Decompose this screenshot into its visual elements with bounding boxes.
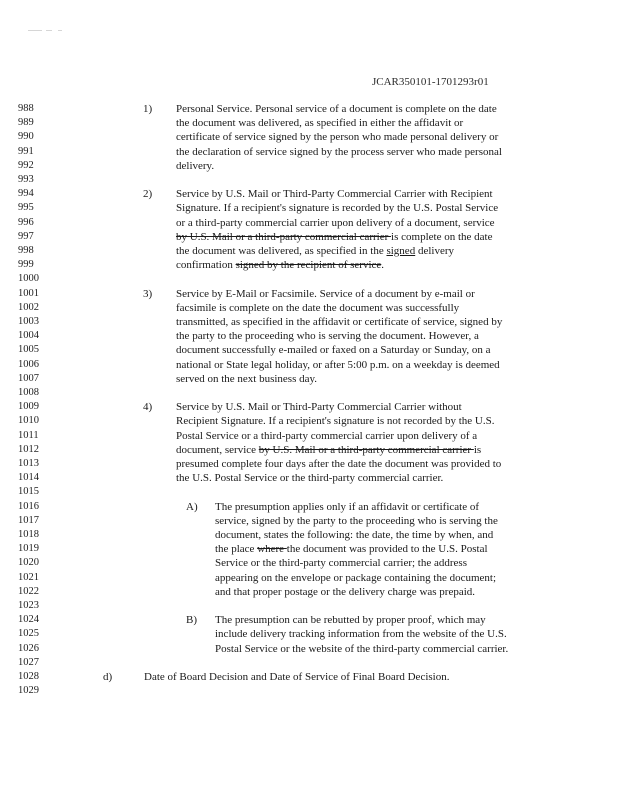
text-segment: document successfully e-mailed or faxed on a Saturday or Sunday, on a bbox=[176, 344, 491, 357]
line-number: 1026 bbox=[18, 642, 39, 654]
text-segment: service, signed by the party to the proceeding who is serving the bbox=[215, 514, 498, 527]
line-number: 996 bbox=[18, 216, 34, 228]
line-number: 1023 bbox=[18, 600, 39, 611]
document-line bbox=[0, 343, 600, 357]
line-text bbox=[215, 585, 475, 599]
text-segment: include delivery tracking information from the website of the U.S. bbox=[215, 628, 507, 641]
struck-text: by U.S. Mail or a third-party commercial carrier bbox=[176, 230, 392, 243]
line-text bbox=[215, 500, 479, 514]
document-line bbox=[0, 372, 600, 386]
document-line bbox=[0, 670, 600, 684]
text-segment: is bbox=[473, 443, 482, 456]
line-number: 998 bbox=[18, 245, 34, 256]
line-number: 1014 bbox=[18, 472, 39, 484]
line-text bbox=[176, 429, 477, 443]
text-segment: and that proper postage or the delivery charge was prepaid. bbox=[215, 585, 476, 598]
text-segment: the party to the proceeding who is serving the document. However, a bbox=[176, 330, 479, 343]
text-segment: Service by E-Mail or Facsimile. Service of a document by e-mail or bbox=[176, 287, 475, 300]
line-number: 1008 bbox=[18, 387, 39, 398]
text-segment: appearing on the envelope or package containing the document; bbox=[215, 571, 497, 584]
line-text bbox=[176, 372, 317, 386]
line-number: 1010 bbox=[18, 415, 39, 427]
list-marker: B) bbox=[186, 614, 197, 627]
line-number: 1015 bbox=[18, 486, 39, 498]
line-number: 988 bbox=[18, 103, 34, 114]
document-line bbox=[0, 287, 600, 301]
text-segment: Service or the third-party commercial carrier; the address bbox=[215, 557, 467, 570]
line-number: 991 bbox=[18, 145, 34, 157]
line-text bbox=[176, 244, 454, 258]
line-text bbox=[176, 216, 495, 230]
text-segment: . bbox=[381, 259, 385, 272]
line-number: 1021 bbox=[18, 571, 39, 583]
document-line bbox=[0, 556, 600, 570]
text-segment: delivery. bbox=[176, 159, 215, 172]
line-text bbox=[176, 130, 498, 144]
line-text bbox=[176, 443, 481, 457]
document-line bbox=[0, 684, 600, 698]
line-text bbox=[215, 642, 508, 656]
text-segment: or a third-party commercial carrier upon delivery of a document, service bbox=[176, 216, 495, 229]
text-segment: delivery bbox=[415, 245, 454, 257]
line-number: 1003 bbox=[18, 316, 39, 327]
text-segment: the place bbox=[215, 543, 258, 556]
document-line bbox=[0, 230, 600, 244]
struck-text: signed by the recipient of service bbox=[235, 259, 382, 272]
line-text bbox=[176, 187, 493, 201]
document-line bbox=[0, 599, 600, 613]
text-segment: Postal Service or the website of the third-party commercial carrier. bbox=[215, 642, 509, 655]
document-line bbox=[0, 358, 600, 372]
line-text bbox=[176, 400, 462, 414]
text-segment: Date of Board Decision and Date of Service of Final Board Decision. bbox=[144, 671, 450, 683]
document-line bbox=[0, 627, 600, 641]
line-text bbox=[215, 571, 496, 585]
line-number: 989 bbox=[18, 117, 34, 129]
line-number: 1001 bbox=[18, 287, 39, 299]
line-text bbox=[176, 230, 492, 244]
list-marker: 4) bbox=[143, 401, 153, 414]
line-number: 1020 bbox=[18, 557, 39, 569]
line-text bbox=[176, 201, 498, 215]
document-line bbox=[0, 301, 600, 315]
document-line bbox=[0, 656, 600, 670]
text-segment: served on the next business day. bbox=[176, 372, 318, 385]
document-line bbox=[0, 471, 600, 485]
line-number: 1016 bbox=[18, 500, 39, 512]
line-number: 1000 bbox=[18, 273, 39, 285]
document-line bbox=[0, 130, 600, 144]
line-number: 1012 bbox=[18, 443, 39, 455]
line-text bbox=[176, 329, 479, 343]
line-number: 990 bbox=[18, 131, 34, 143]
text-segment: Recipient Signature. If a recipient's signature is not recorded by the U.S. bbox=[176, 415, 495, 428]
text-segment: confirmation bbox=[176, 259, 236, 272]
line-number: 1011 bbox=[18, 429, 39, 441]
line-text bbox=[176, 471, 443, 485]
line-number: 999 bbox=[18, 259, 34, 271]
document-line bbox=[0, 187, 600, 201]
text-segment: presumed complete four days after the date the document was provided to bbox=[176, 458, 502, 470]
document-line bbox=[0, 386, 600, 400]
line-number: 992 bbox=[18, 159, 34, 171]
document-line bbox=[0, 485, 600, 499]
document-line bbox=[0, 201, 600, 215]
text-segment: transmitted, as specified in the affidavit or certificate of service, signed by bbox=[176, 316, 503, 328]
text-segment: the U.S. Postal Service or the third-party commercial carrier. bbox=[176, 472, 444, 485]
document-line bbox=[0, 443, 600, 457]
text-segment: Postal Service or a third-party commercial carrier upon delivery of a bbox=[176, 429, 478, 442]
line-text bbox=[176, 102, 497, 116]
text-segment: Service by U.S. Mail or Third-Party Commercial Carrier with Recipient bbox=[176, 188, 493, 201]
line-text bbox=[215, 613, 486, 627]
document-line bbox=[0, 585, 600, 599]
list-marker: 3) bbox=[143, 287, 153, 300]
line-number: 1018 bbox=[18, 529, 39, 540]
document-line bbox=[0, 145, 600, 159]
document-line bbox=[0, 500, 600, 514]
text-segment: certificate of service signed by the person who made personal delivery or bbox=[176, 131, 499, 144]
line-number: 994 bbox=[18, 188, 34, 200]
struck-text: where bbox=[257, 543, 287, 556]
line-number: 993 bbox=[18, 174, 34, 185]
document-line bbox=[0, 542, 600, 556]
line-number: 1017 bbox=[18, 514, 39, 526]
line-text bbox=[176, 457, 501, 471]
line-number: 997 bbox=[18, 230, 34, 242]
line-text bbox=[215, 542, 488, 556]
line-text bbox=[176, 159, 214, 173]
line-number: 1027 bbox=[18, 656, 39, 668]
text-segment: Service by U.S. Mail or Third-Party Commercial Carrier without bbox=[176, 401, 462, 414]
inserted-text: signed bbox=[386, 245, 416, 257]
line-number: 1002 bbox=[18, 301, 39, 313]
document-line bbox=[0, 571, 600, 585]
struck-text: by U.S. Mail or a third-party commercial carrier bbox=[258, 443, 474, 456]
document-line bbox=[0, 116, 600, 130]
line-text bbox=[176, 258, 384, 272]
line-text bbox=[176, 301, 459, 315]
document-line bbox=[0, 272, 600, 286]
line-text bbox=[215, 514, 498, 528]
line-text bbox=[215, 528, 493, 542]
text-segment: the document was provided to the U.S. Postal bbox=[286, 543, 488, 556]
document-line bbox=[0, 244, 600, 258]
list-marker: 1) bbox=[143, 103, 153, 115]
line-text bbox=[215, 556, 467, 570]
document-line bbox=[0, 400, 600, 414]
list-marker: 2) bbox=[143, 188, 153, 201]
text-segment: the declaration of service signed by the process server who made personal bbox=[176, 145, 502, 158]
line-number: 1019 bbox=[18, 543, 39, 555]
line-text bbox=[176, 343, 491, 357]
line-number: 1006 bbox=[18, 358, 39, 370]
line-text bbox=[176, 358, 500, 372]
text-segment: Signature. If a recipient's signature is recorded by the U.S. Postal Service bbox=[176, 202, 499, 215]
scan-artifact bbox=[28, 30, 64, 32]
text-segment: the document was delivered, as specified in the bbox=[176, 245, 387, 257]
line-number: 1013 bbox=[18, 458, 39, 469]
document-line bbox=[0, 429, 600, 443]
line-text bbox=[215, 627, 507, 641]
text-segment: The presumption applies only if an affidavit or certificate of bbox=[215, 500, 480, 513]
document-line bbox=[0, 642, 600, 656]
list-marker: d) bbox=[103, 671, 113, 683]
text-segment: document, service bbox=[176, 443, 259, 456]
document-line bbox=[0, 159, 600, 173]
line-text bbox=[176, 315, 502, 329]
document-line bbox=[0, 528, 600, 542]
line-number: 1009 bbox=[18, 401, 39, 413]
text-segment: national or State legal holiday, or after 5:00 p.m. on a weekday is deemed bbox=[176, 358, 500, 371]
document-line bbox=[0, 457, 600, 471]
document-line bbox=[0, 613, 600, 627]
text-segment: document, states the following: the date, the time by when, and bbox=[215, 529, 494, 541]
document-line bbox=[0, 173, 600, 187]
line-number: 1028 bbox=[18, 671, 39, 682]
line-number: 1022 bbox=[18, 585, 39, 597]
document-id-header: JCAR350101-1701293r01 bbox=[372, 76, 489, 88]
document-line bbox=[0, 216, 600, 230]
line-text bbox=[144, 670, 449, 684]
line-text bbox=[176, 287, 475, 301]
line-number: 1024 bbox=[18, 614, 39, 626]
text-segment: facsimile is complete on the date the document was successfully bbox=[176, 301, 460, 314]
line-text bbox=[176, 145, 502, 159]
line-number: 1025 bbox=[18, 628, 39, 640]
line-number: 995 bbox=[18, 202, 34, 214]
text-segment: the document was delivered, as specified in either the affidavit or bbox=[176, 117, 464, 130]
line-number: 1004 bbox=[18, 330, 39, 342]
text-segment: The presumption can be rebutted by proper proof, which may bbox=[215, 614, 486, 627]
document-line bbox=[0, 514, 600, 528]
document-line bbox=[0, 102, 600, 116]
document-line bbox=[0, 414, 600, 428]
line-text bbox=[176, 116, 463, 130]
list-marker: A) bbox=[186, 500, 198, 513]
document-line bbox=[0, 315, 600, 329]
line-number: 1005 bbox=[18, 344, 39, 356]
document-line bbox=[0, 258, 600, 272]
line-number: 1029 bbox=[18, 685, 39, 697]
line-number: 1007 bbox=[18, 372, 39, 384]
text-segment: Personal Service. Personal service of a document is complete on the date bbox=[176, 103, 497, 115]
document-line bbox=[0, 329, 600, 343]
line-text bbox=[176, 414, 494, 428]
text-segment: is complete on the date bbox=[391, 230, 493, 243]
